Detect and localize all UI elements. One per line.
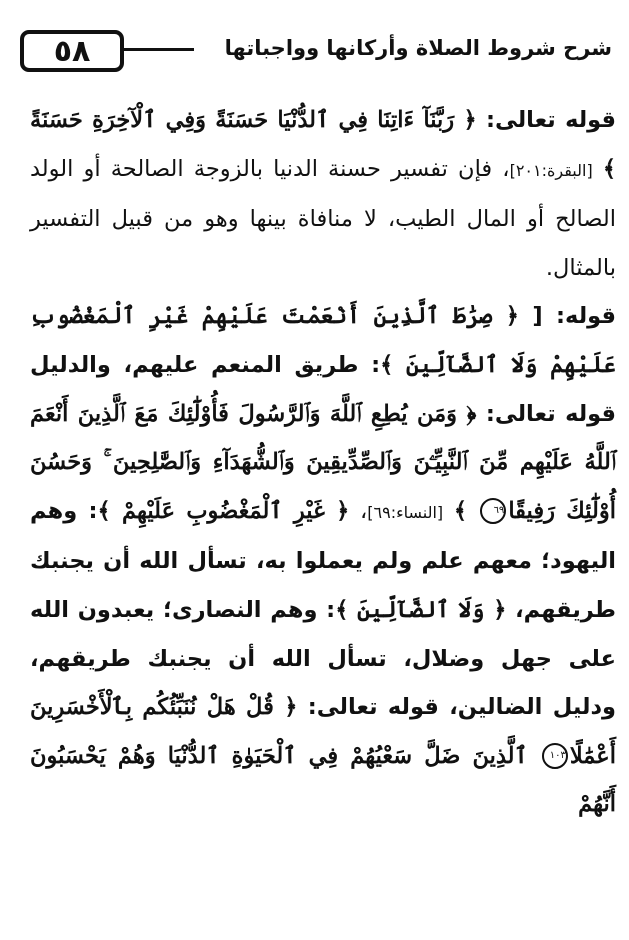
ayah-number-marker: ٦٩ (480, 498, 506, 524)
quran-verse: ﴿ وَلَا ٱلضَّآلِّينَ ﴾ (335, 596, 507, 623)
paragraph-1 (30, 96, 616, 292)
header-rule (124, 48, 194, 51)
verse-reference: [البقرة:٢٠١] (509, 160, 593, 180)
separator: ، (349, 497, 368, 524)
quran-verse: ﴿ صِرَٰطَ ٱلَّذِينَ أَنْعَمْتَ عَلَيْهِمْ غَيْرِ ٱلْمَغْضُوبِ عَلَيْهِمْ وَلَا ٱلضَّآلِّينَ ﴾ (30, 303, 616, 378)
quran-bracket: ﴾ (453, 497, 479, 524)
verse-reference: [النساء:٦٩] (367, 502, 444, 522)
quran-verse: ﴿ رَبَّنَآ ءَاتِنَا فِي ٱلدُّنْيَا حَسَنَةً وَفِي ٱلْآخِرَةِ حَسَنَةً ﴾ (30, 107, 616, 182)
page-header (0, 0, 629, 92)
commentary-text: : طريق المنعم عليهم، والدليل قوله تعالى: (30, 351, 616, 427)
quran-verse: ﴿ وَمَن يُطِعِ ٱللَّهَ وَٱلرَّسُولَ فَأُوْلَٰٓئِكَ مَعَ ٱلَّذِينَ أَنْعَمَ ٱللَّهُ عَلَيْهِم مِّنَ ٱلنَّبِيِّـۧنَ وَٱلصِّدِّيقِينَ وَٱلشُّهَدَآءِ وَٱلصَّٰلِحِينَ ۚ وَحَسُنَ أُوْلَٰٓئِكَ رَفِيقًا (30, 400, 616, 524)
paragraph-2 (30, 292, 616, 829)
page-body (30, 96, 616, 936)
commentary-text: : وهم النصارى؛ يعبدون الله على جهل وضلال، تسأل الله أن يجنبك طريقهم، ودليل الضالين، قوله تعالى: (30, 596, 616, 721)
ayah-number-marker: ١٠٣ (542, 743, 568, 769)
quote-intro: قوله: [ (519, 303, 616, 330)
spacer (593, 156, 603, 182)
quran-verse: ﴿ غَيْرِ ٱلْمَغْضُوبِ عَلَيْهِمْ ﴾ (97, 497, 350, 524)
commentary-text: : وهم اليهود؛ معهم علم ولم يعملوا به، تسأل الله أن يجنبك طريقهم، (30, 497, 616, 623)
quran-verse: ٱلَّذِينَ ضَلَّ سَعْيُهُمْ فِي ٱلْحَيَوٰةِ ٱلدُّنْيَا وَهُمْ يَحْسَبُونَ أَنَّهُمْ (30, 742, 616, 818)
commentary-text: ، فإن تفسير حسنة الدنيا بالزوجة الصالحة أو الولد الصالح أو المال الطيب، لا منافاة بينها وهو من قبيل التفسير بالمثال. (30, 155, 616, 281)
page-number: ٥٨ (20, 30, 124, 72)
quote-intro: قوله تعالى: (476, 107, 617, 133)
spacer (443, 498, 454, 524)
quran-verse: ﴿ قُلْ هَلْ نُنَبِّئُكُم بِٱلْأَخْسَرِينَ أَعْمَٰلًا (30, 694, 616, 769)
running-title: شرح شروط الصلاة وأركانها وواجباتها (224, 36, 612, 60)
